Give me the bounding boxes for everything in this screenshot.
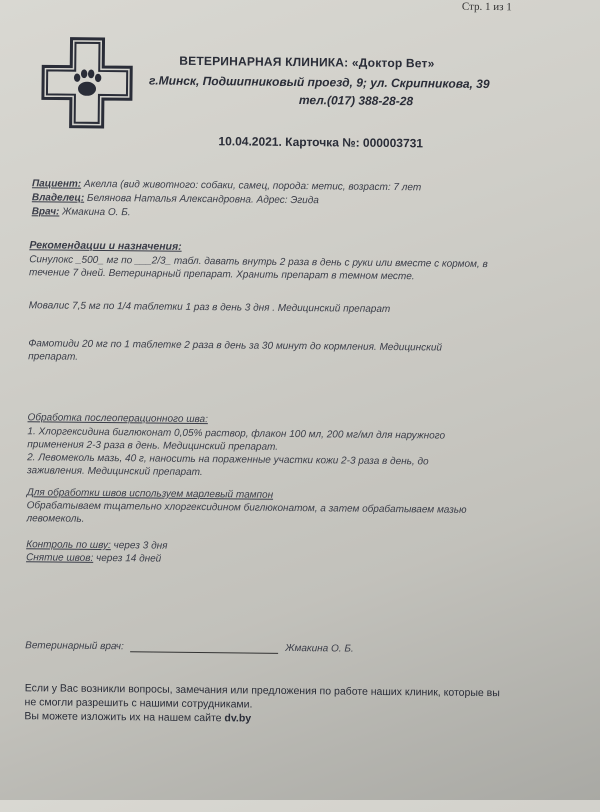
prescription-line: Мовалис 7,5 мг по 1/4 таблетки 1 раз в день 3 дня . Медицинский препарат xyxy=(28,300,391,315)
patient-line xyxy=(32,178,421,193)
card-title: 10.04.2021. Карточка №: 000003731 xyxy=(218,134,424,151)
footer-line: не смогли разрешить с нашими сотрудниками. xyxy=(24,696,253,711)
footer-line xyxy=(24,710,251,724)
control-label: Контроль по шву: xyxy=(26,539,111,552)
document-page xyxy=(1,0,599,812)
footer-line: Если у Вас возникли вопросы, замечания или предложения по работе наших клиник, которые вы xyxy=(24,682,500,700)
wound-care-line: заживления. Медицинский препарат. xyxy=(26,465,203,479)
prescription-line: Фамотиди 20 мг по 1 таблетке 2 раза в день за 30 минут до кормления. Медицинский xyxy=(28,338,443,354)
prescription-line: течение 7 дней. Ветеринарный препарат. Хранить препарат в темном месте. xyxy=(29,267,415,283)
clinic-phone: тел.(017) 388-28-28 xyxy=(298,93,414,109)
clinic-name: ВЕТЕРИНАРНАЯ КЛИНИКА: «Доктор Вет» xyxy=(179,53,435,71)
prescription-line: препарат. xyxy=(28,351,79,363)
wound-care-line: применения 2-3 раза в день. Медицинский препарат. xyxy=(27,439,279,453)
wound-note: левомеколь. xyxy=(26,513,85,525)
wound-care-line: 1. Хлоргексидина биглюконат 0,05% раствор, флакон 100 мл, 200 мг/мл для наружного xyxy=(27,426,446,442)
suture-removal-line xyxy=(26,552,161,564)
signature-line xyxy=(130,641,278,654)
prescription-line: Синулокс _500_ мг по ___2/3_ табл. давать внутрь 2 раза в день с руки или вместе с кормом, в xyxy=(29,254,488,271)
signature-name: Жмакина О. Б. xyxy=(285,642,354,655)
wound-care-line: 2. Левомеколь мазь, 40 г, наносить на пораженные участки кожи 2-3 раза в день, до xyxy=(27,452,429,468)
page-number: Стр. 1 из 1 xyxy=(461,0,512,14)
recommendations-heading: Рекомендации и назначения: xyxy=(29,239,182,253)
paw-icon xyxy=(74,69,102,96)
doctor-line xyxy=(32,206,131,218)
suture-removal-value: через 14 дней xyxy=(95,552,162,565)
signature-label: Ветеринарный врач: xyxy=(25,640,124,653)
owner-value: Белянова Наталья Александровна. Адрес: Эгида xyxy=(86,192,319,207)
owner-label: Владелец: xyxy=(31,192,85,204)
control-line xyxy=(26,539,167,551)
wound-note: Обрабатываем тщательно хлоргексидином биглюконатом, а затем обрабатываем мазью xyxy=(26,500,467,516)
footer-site-link[interactable]: dv.by xyxy=(224,712,252,725)
wound-care-heading: Обработка послеоперационного шва: xyxy=(27,412,208,426)
patient-value: Акелла (вид животного: собаки, самец, порода: метис, возраст: 7 лет xyxy=(83,178,422,194)
footer-site-prefix: Вы можете изложить их на нашем сайте xyxy=(24,710,222,725)
suture-removal-label: Снятие швов: xyxy=(26,552,94,564)
clinic-address: г.Минск, Подшипниковый проезд, 9; ул. Скрипникова, 39 xyxy=(149,73,490,92)
wound-note: Для обработки швов используем марлевый тампон xyxy=(26,487,274,501)
doctor-value: Жмакина О. Б. xyxy=(62,206,131,219)
doctor-label: Врач: xyxy=(31,206,60,218)
signature-row xyxy=(25,640,354,654)
owner-line xyxy=(32,192,319,206)
clinic-logo xyxy=(39,34,136,131)
control-value: через 3 дня xyxy=(113,540,168,552)
patient-label: Пациент: xyxy=(31,178,82,190)
